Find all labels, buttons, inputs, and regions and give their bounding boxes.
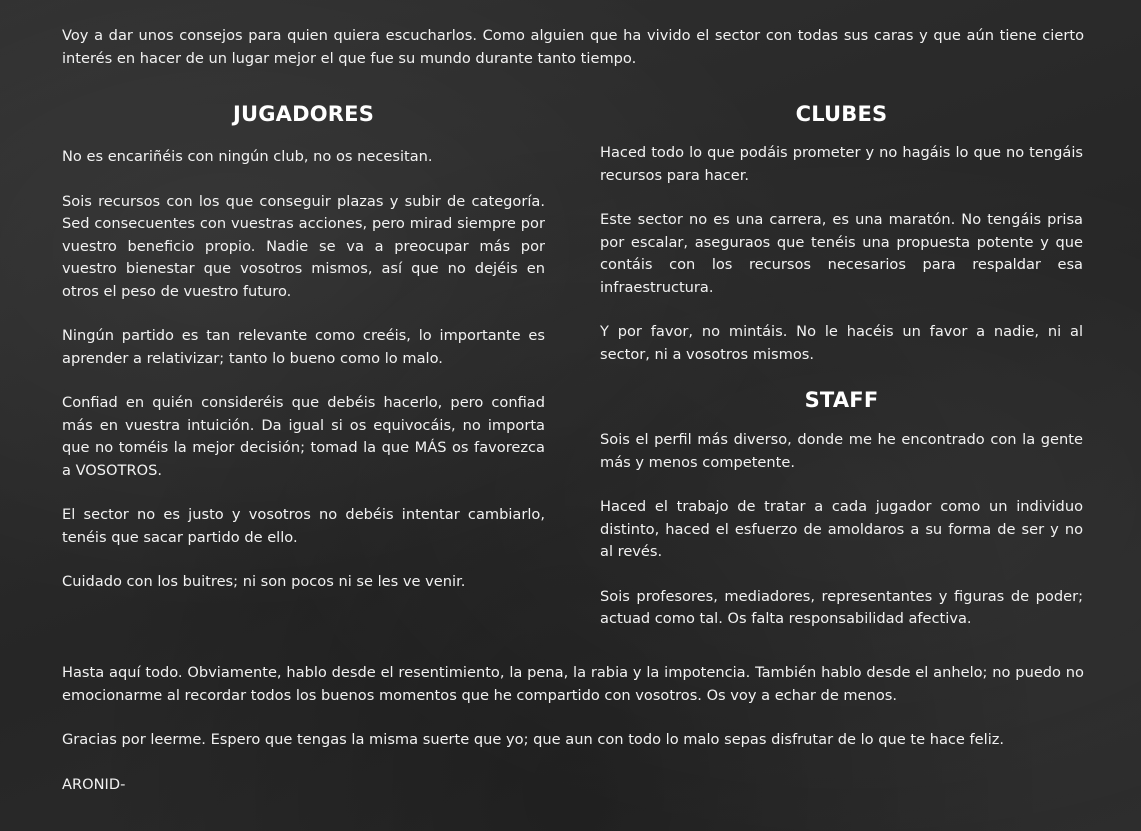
intro-paragraph: Voy a dar unos consejos para quien quiera escucharlos. Como alguien que ha vivido el sector con todas sus caras y que aún tiene cierto interés en hacer de un lugar mejor el que fue su mundo durante tanto tiempo. <box>62 27 1084 67</box>
jugadores-paragraph: No es encariñéis con ningún club, no os necesitan. <box>62 148 433 165</box>
staff-paragraph: Sois profesores, mediadores, representantes y figuras de poder; actuad como tal. Os falta responsabilidad afectiva. <box>600 587 1083 627</box>
closing-paragraph: Gracias por leerme. Espero que tengas la misma suerte que yo; que aun con todo lo malo sepas disfrutar de lo que te hace feliz. <box>62 731 1005 748</box>
staff-heading: STAFF <box>804 388 879 412</box>
signature: ARONID- <box>62 775 126 793</box>
jugadores-section <box>62 99 545 594</box>
jugadores-paragraph: El sector no es justo y vosotros no debéis intentar cambiarlo, tenéis que sacar partido de ello. <box>62 506 545 546</box>
jugadores-paragraph: Sois recursos con los que conseguir plazas y subir de categoría. Sed consecuentes con vuestras acciones, pero mirad siempre por vuestro beneficio propio. Nadie se va a preocupar más por vuestro bienestar que vosotros mismos, así que no dejéis en otros el peso de vuestro futuro. <box>62 192 545 300</box>
closing-paragraph: Hasta aquí todo. Obviamente, hablo desde el resentimiento, la pena, la rabia y la impotencia. También hablo desde el anhelo; no puedo no emocionarme al recordar todos los buenos momentos que he compartido con vosotros. Os voy a echar de menos. <box>62 664 1084 704</box>
clubes-paragraph: Y por favor, no mintáis. No le hacéis un favor a nadie, ni al sector, ni a vosotros mismos. <box>600 323 1083 363</box>
jugadores-paragraph: Cuidado con los buitres; ni son pocos ni se les ve venir. <box>62 573 466 590</box>
clubes-staff-column <box>600 99 1083 631</box>
clubes-paragraph: Haced todo lo que podáis prometer y no hagáis lo que no tengáis recursos para hacer. <box>600 144 1083 184</box>
jugadores-paragraph: Ningún partido es tan relevante como creéis, lo importante es aprender a relativizar; tanto lo bueno como lo malo. <box>62 327 545 367</box>
staff-paragraph: Haced el trabajo de tratar a cada jugador como un individuo distinto, haced el esfuerzo de amoldaros a su forma de ser y no al revés. <box>600 498 1083 560</box>
jugadores-heading: JUGADORES <box>232 102 375 126</box>
clubes-paragraph: Este sector no es una carrera, es una maratón. No tengáis prisa por escalar, aseguraos que tenéis una propuesta potente y que contáis con los recursos necesarios para respaldar esa infraestructura. <box>600 211 1083 296</box>
jugadores-paragraph: Confiad en quién consideréis que debéis hacerlo, pero confiad más en vuestra intuición. Da igual si os equivocáis, no importa que no toméis la mejor decisión; tomad la que MÁS os favorezca a VOSOTROS. <box>62 394 545 479</box>
staff-paragraph: Sois el perfil más diverso, donde me he encontrado con la gente más y menos competente. <box>600 431 1083 471</box>
clubes-heading: CLUBES <box>795 102 888 126</box>
closing-section <box>62 662 1084 796</box>
